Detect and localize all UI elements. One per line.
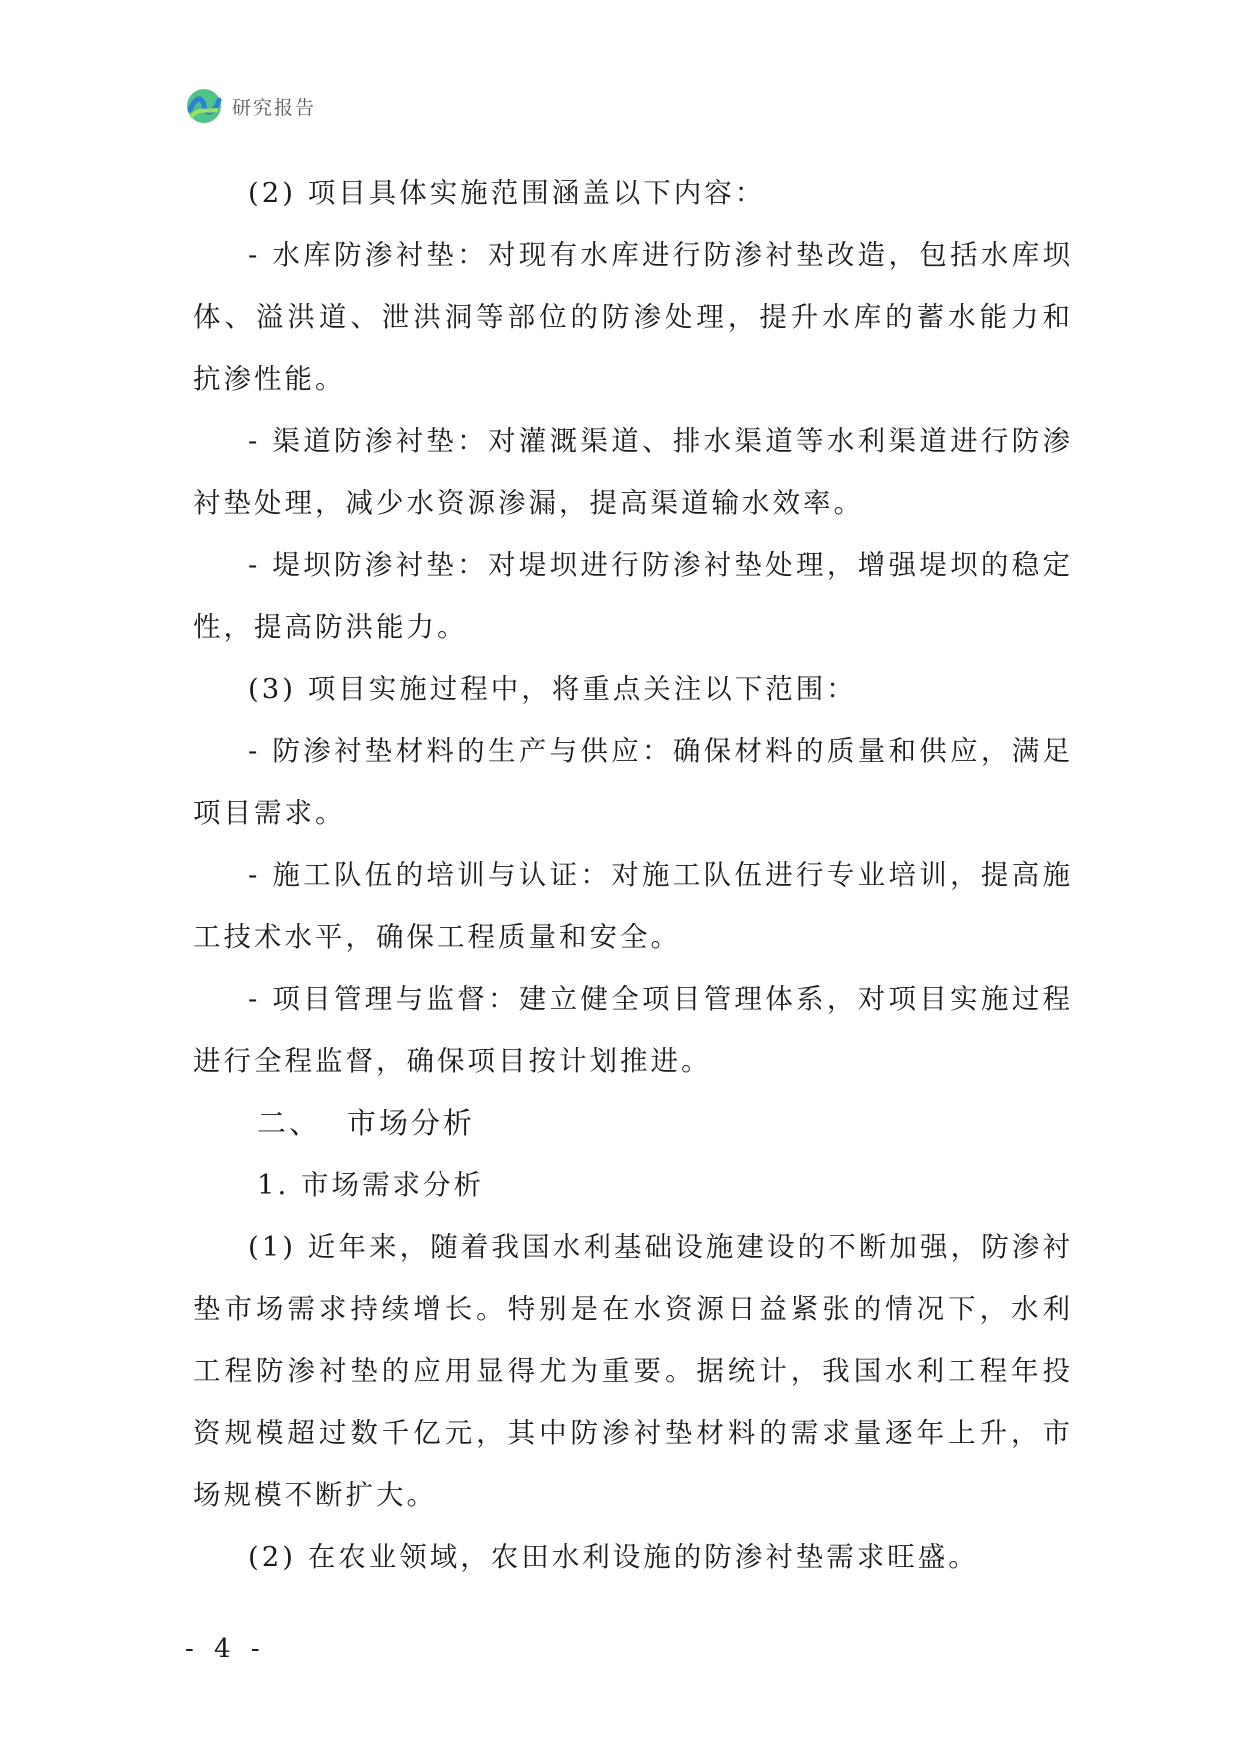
paragraph: - 项目管理与监督：建立健全项目管理体系，对项目实施过程进行全程监督，确保项目按计划推进。 bbox=[193, 983, 1073, 1077]
paragraph: - 渠道防渗衬垫：对灌溉渠道、排水渠道等水利渠道进行防渗衬垫处理，减少水资源渗漏，提高渠道输水效率。 bbox=[193, 425, 1073, 519]
paragraph: - 防渗衬垫材料的生产与供应：确保材料的质量和供应，满足项目需求。 bbox=[193, 735, 1073, 829]
paragraph: (2) 项目具体实施范围涵盖以下内容： bbox=[248, 177, 766, 209]
section-heading bbox=[193, 1092, 1073, 1154]
report-logo-icon bbox=[186, 88, 222, 124]
paragraph: - 堤坝防渗衬垫：对堤坝进行防渗衬垫处理，增强堤坝的稳定性，提高防洪能力。 bbox=[193, 549, 1073, 643]
section-title: 市场分析 bbox=[347, 1106, 476, 1140]
paragraph: - 水库防渗衬垫：对现有水库进行防渗衬垫改造，包括水库坝体、溢洪道、泄洪洞等部位的防渗处理，提升水库的蓄水能力和抗渗性能。 bbox=[193, 239, 1073, 395]
header-title: 研究报告 bbox=[232, 96, 317, 119]
section-number: 二、 bbox=[257, 1106, 322, 1140]
paragraph: (1) 近年来，随着我国水利基础设施建设的不断加强，防渗衬垫市场需求持续增长。特别是在水资源日益紧张的情况下，水利工程防渗衬垫的应用显得尤为重要。据统计，我国水利工程年投资规模超过数千亿元，其中防渗衬垫材料的需求量逐年上升，市场规模不断扩大。 bbox=[193, 1231, 1073, 1511]
page-header bbox=[186, 88, 316, 124]
paragraph: (3) 项目实施过程中，将重点关注以下范围： bbox=[248, 673, 857, 705]
page-number: - 4 - bbox=[185, 1634, 266, 1664]
paragraph: (2) 在农业领域，农田水利设施的防渗衬垫需求旺盛。 bbox=[248, 1541, 979, 1573]
subsection-heading: 1. 市场需求分析 bbox=[257, 1169, 484, 1201]
document-body bbox=[193, 162, 1073, 1588]
paragraph: - 施工队伍的培训与认证：对施工队伍进行专业培训，提高施工技术水平，确保工程质量和安全。 bbox=[193, 859, 1073, 953]
